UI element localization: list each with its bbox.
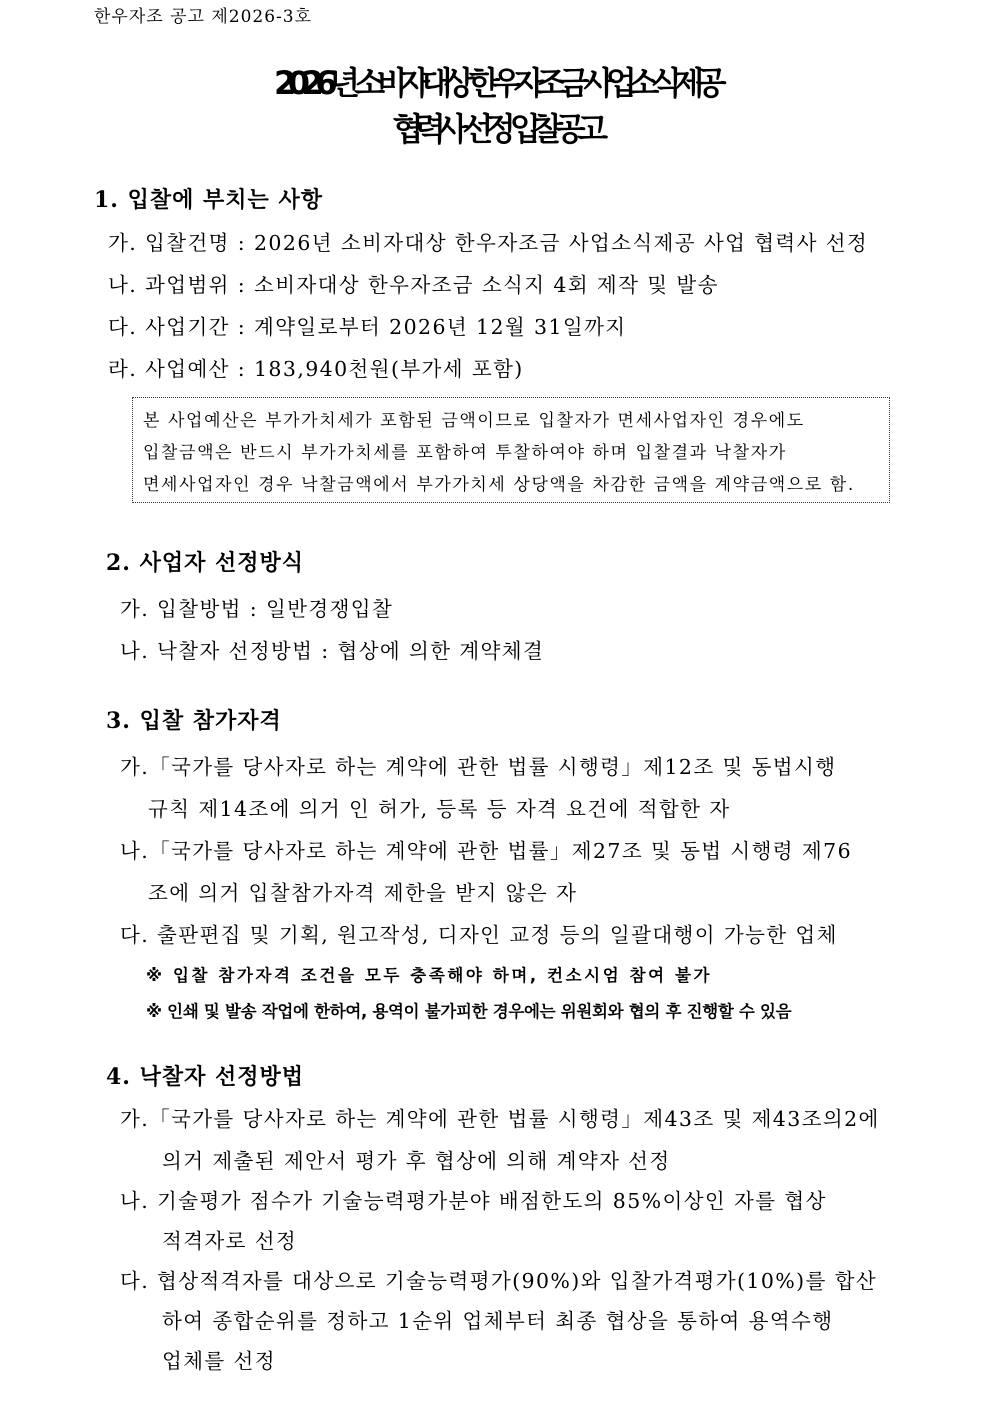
section-4-line-7: 업체를 선정 <box>162 1349 276 1373</box>
section-3-line-3: 나.「국가를 당사자로 하는 계약에 관한 법률」제27조 및 동법 시행령 제76 <box>120 839 853 863</box>
section-3-note-1: ※ 입찰 참가자격 조건을 모두 충족해야 하며, 컨소시엄 참여 불가 <box>146 966 713 985</box>
section-4-heading: 4. 낙찰자 선정방법 <box>106 1064 305 1090</box>
section-2-item-b: 나. 낙찰자 선정방법 : 협상에 의한 계약체결 <box>120 639 545 663</box>
section-3-line-5: 다. 출판편집 및 기획, 원고작성, 디자인 교정 등의 일괄대행이 가능한 업체 <box>120 923 838 947</box>
section-4-line-5: 다. 협상적격자를 대상으로 기술능력평가(90%)와 입찰가격평가(10%)를 합산 <box>120 1269 878 1293</box>
section-1-item-b: 나. 과업범위 : 소비자대상 한우자조금 소식지 4회 제작 및 발송 <box>108 273 719 297</box>
section-2-heading: 2. 사업자 선정방식 <box>106 550 305 576</box>
section-3-heading: 3. 입찰 참가자격 <box>106 708 282 734</box>
section-3-note-2: ※ 인쇄 및 발송 작업에 한하여, 용역이 불가피한 경우에는 위원회와 협의 후 진행할 수 있음 <box>146 1002 792 1021</box>
section-2-item-a: 가. 입찰방법 : 일반경쟁입찰 <box>120 597 394 621</box>
budget-note-line-1: 본 사업예산은 부가가치세가 포함된 금액이므로 입찰자가 면세사업자인 경우에도 <box>143 411 805 431</box>
title-line-2: 협력사 선정 입찰공고 <box>392 110 600 148</box>
section-1-item-a: 가. 입찰건명 : 2026년 소비자대상 한우자조금 사업소식제공 사업 협력사 선정 <box>108 231 869 255</box>
section-4-line-6: 하여 종합순위를 정하고 1순위 업체부터 최종 협상을 통하여 용역수행 <box>162 1309 834 1333</box>
notice-number: 한우자조 공고 제2026-3호 <box>94 7 313 27</box>
budget-note-box <box>132 397 890 503</box>
budget-note-line-2: 입찰금액은 반드시 부가가치세를 포함하여 투찰하여야 하며 입찰결과 낙찰자가 <box>143 443 787 463</box>
section-4-line-1: 가.「국가를 당사자로 하는 계약에 관한 법률 시행령」제43조 및 제43조의2에 <box>120 1107 880 1131</box>
section-1-heading: 1. 입찰에 부치는 사항 <box>94 187 323 213</box>
section-1-item-c: 다. 사업기간 : 계약일로부터 2026년 12월 31일까지 <box>108 315 627 339</box>
section-3-line-2: 규칙 제14조에 의거 인 허가, 등록 등 자격 요건에 적합한 자 <box>148 797 731 821</box>
section-3-line-4: 조에 의거 입찰참가자격 제한을 받지 않은 자 <box>148 881 578 905</box>
budget-note-line-3: 면세사업자인 경우 낙찰금액에서 부가가치세 상당액을 차감한 금액을 계약금액으로 함. <box>143 475 855 495</box>
section-4-line-3: 나. 기술평가 점수가 기술능력평가분야 배점한도의 85%이상인 자를 협상 <box>120 1189 827 1213</box>
section-3-line-1: 가.「국가를 당사자로 하는 계약에 관한 법률 시행령」제12조 및 동법시행 <box>120 755 837 779</box>
section-4-line-4: 적격자로 선정 <box>162 1229 298 1253</box>
title-line-1: 2026년 소비자대상 한우자조금 사업소식제공 <box>274 64 718 102</box>
section-1-item-d: 라. 사업예산 : 183,940천원(부가세 포함) <box>108 357 524 381</box>
section-4-line-2: 의거 제출된 제안서 평가 후 협상에 의해 계약자 선정 <box>162 1149 671 1173</box>
